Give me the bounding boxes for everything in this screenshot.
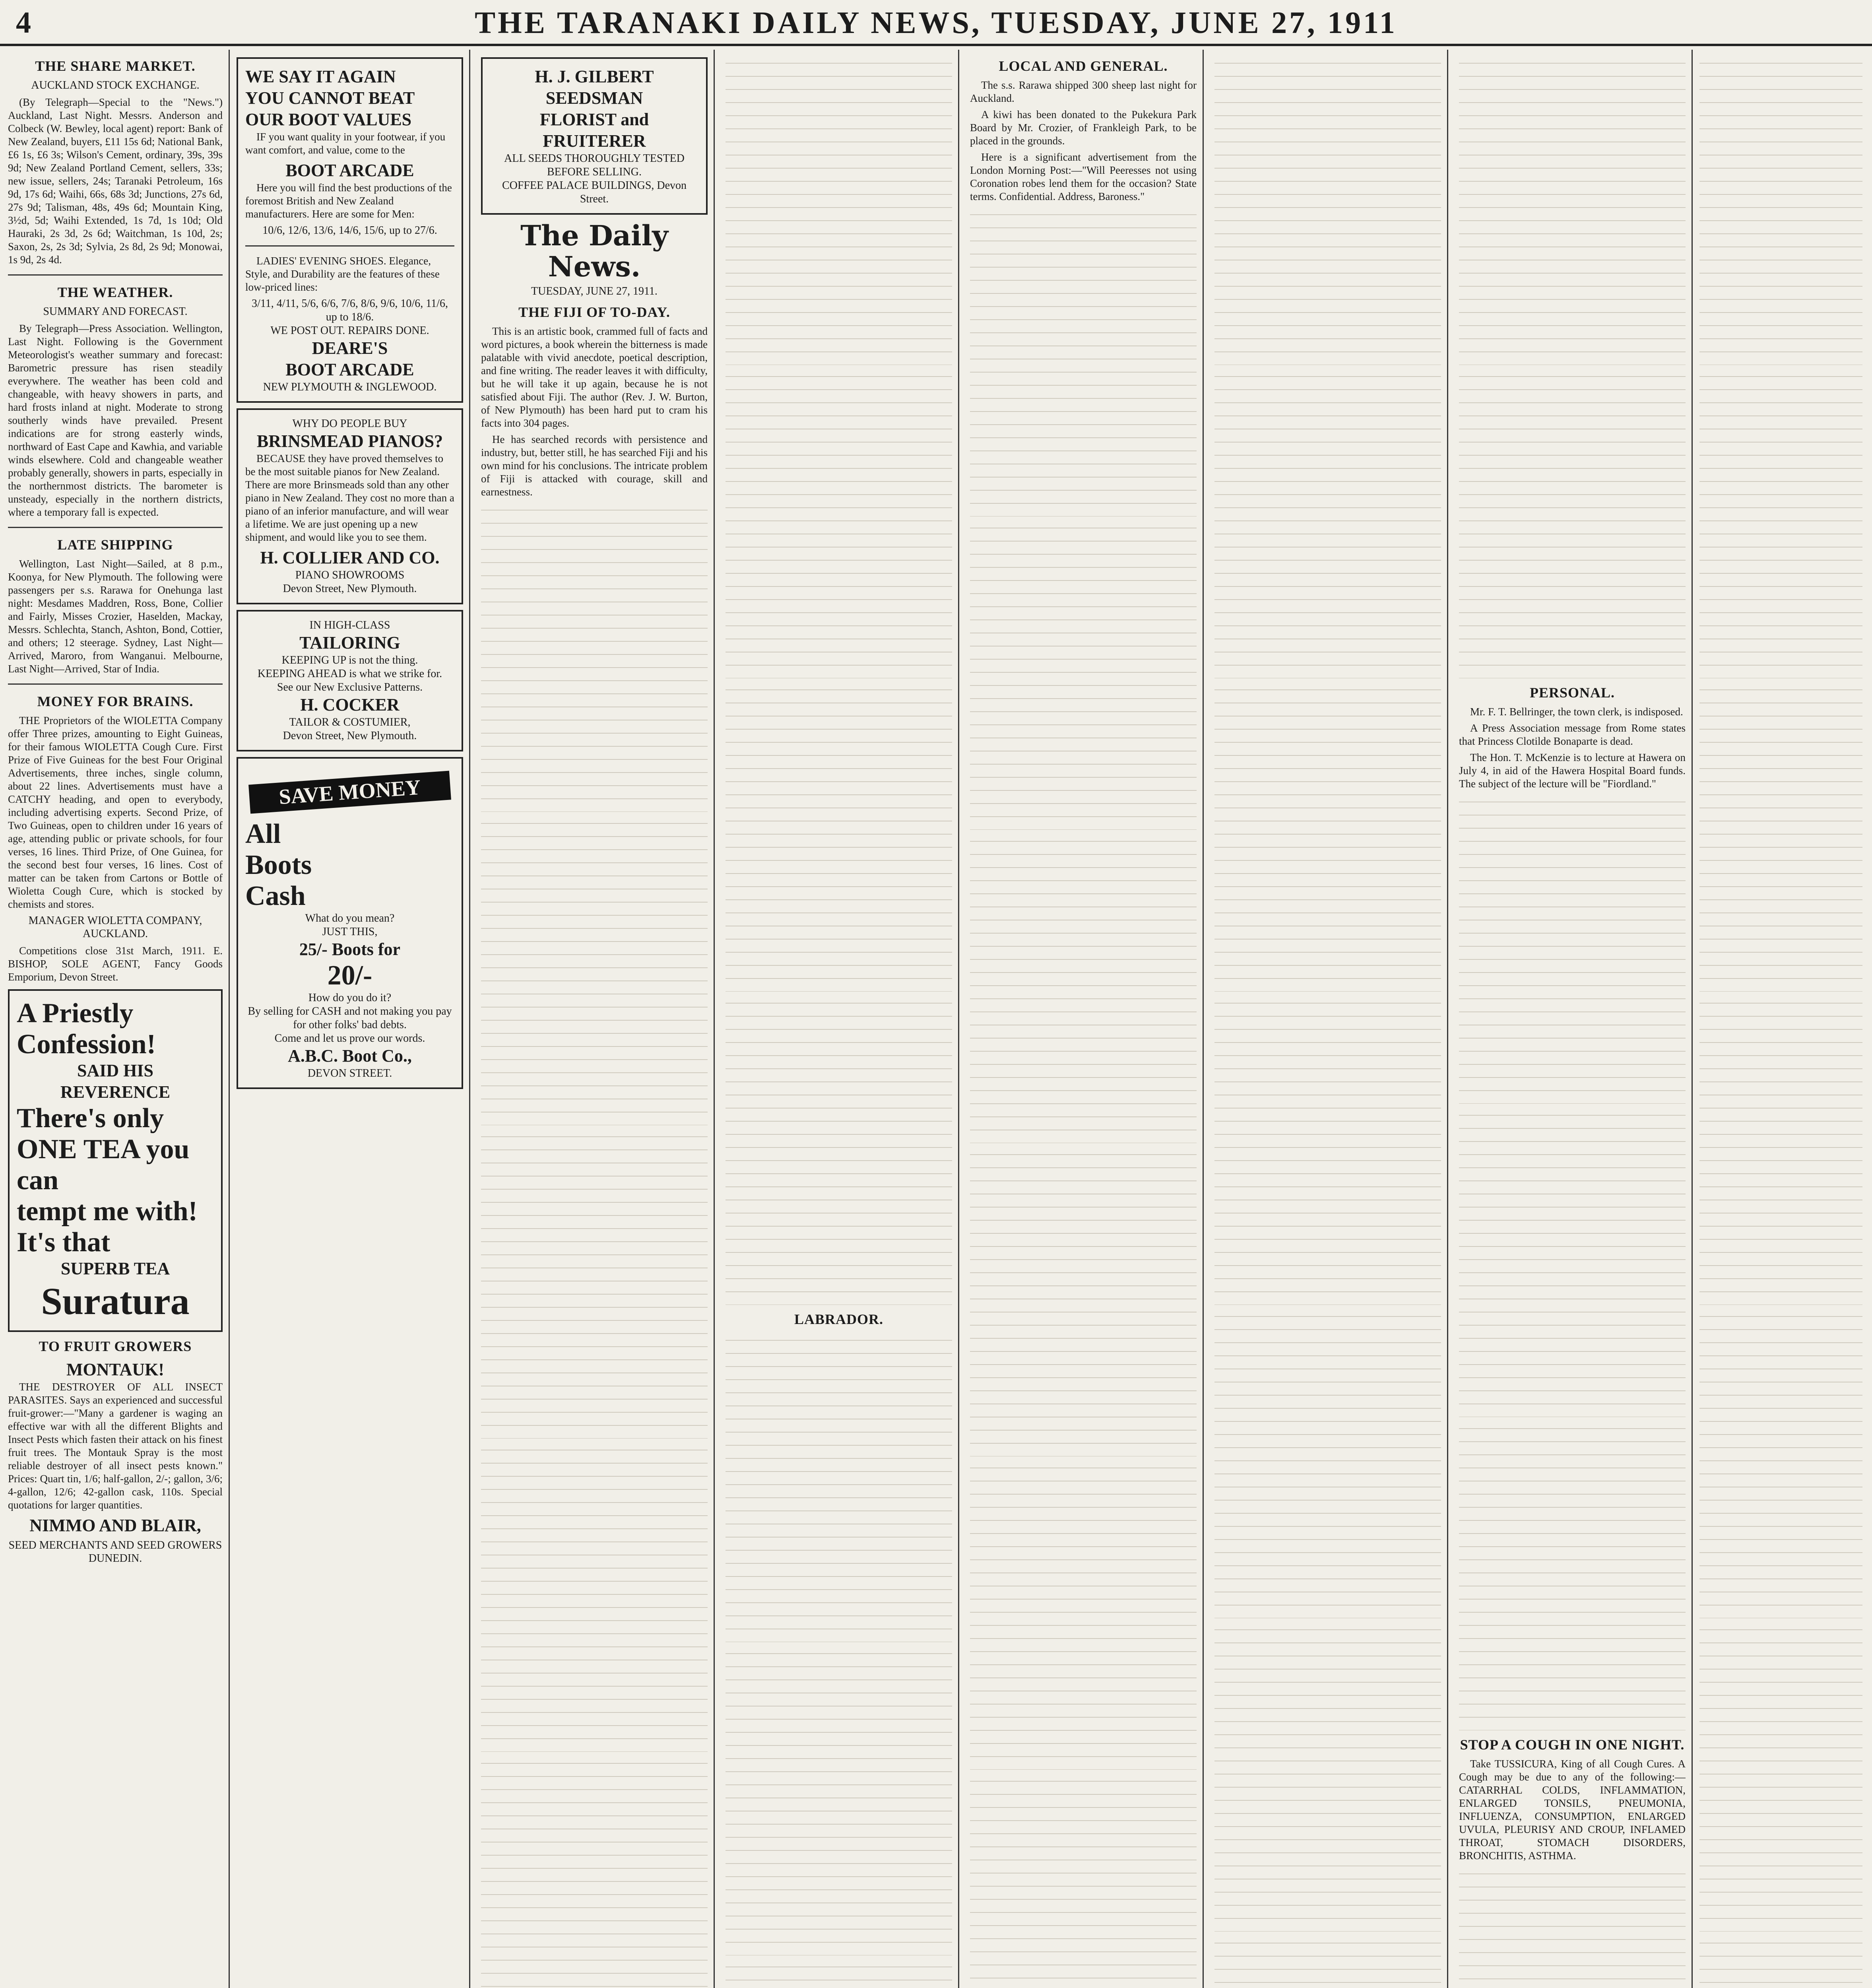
ad-address: DEVON STREET. — [307, 1067, 392, 1079]
suratura-brand: Suratura — [41, 1280, 190, 1322]
ad-line: FLORIST and — [539, 110, 649, 129]
column-2 — [237, 52, 463, 1988]
ad-line: How do you do it? — [308, 992, 392, 1004]
text-block — [1214, 368, 1441, 678]
ad-line: tempt me with! — [17, 1196, 198, 1227]
cough-body: Take TUSSICURA, King of all Cough Cures. A Cough may be due to any of the following:—CATARRHAL COLDS, INFLAMMATION, ENLARGED TONSILS, PNEUMONIA, INFLUENZA, CONSUMPTION, ENLARGED UVULA, PLEURISY AND CROUP, INFLAMED THROAT, STOMACH DISORDERS, BRONCHITIS, ASTHMA. — [1459, 1758, 1686, 1862]
editorial-date: TUESDAY, JUNE 27, 1911. — [531, 285, 658, 297]
cough-heading: STOP A COUGH IN ONE NIGHT. — [1460, 1737, 1685, 1753]
ad-text: IF you want quality in your footwear, if you want comfort, and value, come to the — [245, 131, 446, 156]
text-block — [1459, 1107, 1686, 1417]
text-block — [1214, 995, 1441, 1305]
column-rule — [1692, 50, 1693, 1988]
paper-nameplate: The Daily News. — [520, 219, 668, 283]
nimmo-blair-firm: NIMMO AND BLAIR, — [29, 1516, 201, 1535]
ad-line: JUST THIS, — [322, 926, 378, 938]
divider — [8, 274, 223, 276]
shipping-body: Wellington, Last Night—Sailed, at 8 p.m., Koonya, for New Plymouth. The following were passengers per s.s. Rarawa for Onehunga last night: Mesdames Maddren, Ross, Bone, Collier and Fairly, Misses Crozier, Haselden, Mackay, Messrs. Schlechta, Stanch, Ashton, Bond, Cottier, and others; 12 steerage. Sydney, Last Night—Arrived, Maroro, from Wanganui. Melbourne, Last Night—Arrived, Star of India. — [8, 558, 223, 675]
abc-boot-ad — [237, 757, 463, 1089]
text-block — [970, 1460, 1197, 1770]
column-rule — [229, 50, 230, 1988]
text-block — [1459, 1866, 1686, 1988]
ad-line: All — [245, 819, 281, 849]
text-block — [1214, 681, 1441, 992]
text-block — [1214, 55, 1441, 365]
text-block — [726, 1332, 952, 1642]
column-rule — [1203, 50, 1204, 1988]
column-5 — [970, 52, 1197, 1988]
divider — [245, 245, 454, 247]
ad-address: Devon Street, New Plymouth. — [283, 582, 417, 595]
weather-heading: THE WEATHER. — [57, 284, 173, 300]
column-1 — [8, 52, 223, 1988]
share-market-heading: THE SHARE MARKET. — [35, 58, 196, 74]
labrador-heading: LABRADOR. — [794, 1311, 883, 1327]
text-block — [1214, 1935, 1441, 1988]
ad-line: KEEPING UP is not the thing. — [281, 654, 418, 666]
text-block — [726, 368, 952, 678]
ad-line: WHY DO PEOPLE BUY — [292, 417, 407, 430]
personal-heading: PERSONAL. — [1529, 685, 1615, 701]
ad-address: Devon Street, New Plymouth. — [283, 730, 417, 742]
ad-line: H. COCKER — [300, 695, 400, 714]
ad-prices: 3/11, 4/11, 5/6, 6/6, 7/6, 8/6, 9/6, 10/6, 11/6, up to 18/6. — [252, 297, 448, 323]
text-block — [726, 1645, 952, 1955]
ad-line: YOU CANNOT BEAT — [245, 88, 415, 108]
editorial-paragraph: This is an artistic book, crammed full of facts and word pictures, a book wherein the bitterness is made palatable with vivid anecdote, poetical description, and fine writing. The reader leaves it with difficulty, but he will take it up again, because he is not satisfied about Fiji. The author (Rev. J. W. Burton, of New Plymouth) has been hard put to cram his facts into 304 pages. — [481, 325, 708, 429]
ad-line: DEARE'S — [312, 338, 388, 358]
ad-line: BRINSMEAD PIANOS? — [256, 431, 443, 451]
text-block — [1699, 681, 1862, 992]
save-money-banner: SAVE MONEY — [248, 771, 451, 813]
ad-text: WE POST OUT. REPAIRS DONE. — [270, 324, 429, 337]
text-block — [1214, 1308, 1441, 1618]
ad-text: LADIES' EVENING SHOES. Elegance, Style, and Durability are the features of these low-priced lines: — [245, 255, 440, 293]
local-paragraph: Here is a significant advertisement from the London Morning Post:—"Will Peeresses not using Coronation robes lend them for the occasion? State terms. Confidential. Address, Baroness." — [970, 151, 1197, 202]
column-rule — [469, 50, 470, 1988]
text-block — [970, 833, 1197, 1143]
text-block — [1214, 1621, 1441, 1932]
editorial-paragraph: He has searched records with persistence and industry, but, better still, he has searched Fiji and his own mind for his conclusions. The intricate problem of Fiji is attacked with courage, skill and earnestness. — [481, 433, 708, 498]
ad-line: SUPERB TEA — [60, 1259, 170, 1278]
column-3 — [481, 52, 708, 1988]
text-block — [481, 815, 708, 1125]
personal-paragraph: The Hon. T. McKenzie is to lecture at Hawera on July 4, in aid of the Hawera Hospital Board funds. The subject of the lecture will be "Fiordland." — [1459, 751, 1686, 790]
ad-line: ONE TEA you can — [17, 1134, 190, 1196]
column-rule — [1447, 50, 1448, 1988]
text-block — [1699, 55, 1862, 365]
column-rule — [714, 50, 715, 1988]
ad-line: SEEDSMAN — [545, 88, 643, 108]
personal-paragraph: A Press Association message from Rome states that Princess Clotilde Bonaparte is dead. — [1459, 722, 1686, 747]
ad-line: By selling for CASH and not making you pay for other folks' bad debts. — [248, 1005, 452, 1031]
masthead-title: THE TARANAKI DAILY NEWS, TUESDAY, JUNE 27, 1911 — [475, 5, 1397, 40]
text-block — [1459, 1420, 1686, 1730]
column-6 — [1214, 52, 1441, 1988]
ad-line: WE SAY IT AGAIN — [245, 67, 396, 86]
weather-subheading: SUMMARY AND FORECAST. — [43, 305, 188, 318]
money-brains-body: THE Proprietors of the WIOLETTA Company offer Three prizes, amounting to Eight Guineas, for their famous WIOLETTA Cough Cure. First Prize of Five Guineas for the best Four Original Advertisements, three inches, single column, about 22 lines. Advertisements must have a CATCHY heading, and open to everybody, including advertising experts. Second Prize, of Two Guineas, open to children under 16 years of age, attending public or private schools, for four verses, 16 lines. Third Prize, of One Guinea, for the second best four verses, 16 lines. Cost of matter can be taken from Cartons or Bottle of Wioletta Cough Cure, which is stocked by chemists and stores. — [8, 714, 223, 910]
ad-line: It's that — [17, 1227, 111, 1258]
ad-line: REVERENCE — [60, 1082, 171, 1102]
ad-line: ALL SEEDS THOROUGHLY TESTED BEFORE SELLING. — [504, 152, 685, 178]
ad-line: BOOT ARCADE — [285, 161, 414, 180]
montauk-title: MONTAUK! — [66, 1360, 165, 1379]
ad-text: Here you will find the best productions of the foremost British and New Zealand manufacturers. Here are some for Men: — [245, 182, 452, 220]
text-block — [726, 1959, 952, 1988]
personal-paragraph: Mr. F. T. Bellringer, the town clerk, is indisposed. — [1470, 706, 1683, 718]
ad-address: NEW PLYMOUTH & INGLEWOOD. — [263, 381, 437, 393]
local-general-heading: LOCAL AND GENERAL. — [999, 58, 1168, 74]
ad-text: BECAUSE they have proved themselves to be the most suitable pianos for New Zealand. There are more Brinsmeads sold than any other piano in New Zealand. They cost no more than a piano of an inferior manufacture, and will wear a lifetime. We are just opening up a new shipment, and would like you to see them. — [245, 452, 454, 543]
text-block — [1699, 1308, 1862, 1618]
suratura-tea-ad — [8, 989, 223, 1332]
weather-body: By Telegraph—Press Association. Wellington, Last Night. Following is the Government Meteorologist's weather summary and forecast: Barometric pressure has risen steadily everywhere. The weather has been cold and changeable, with heavy showers in parts, and hard frosts inland at night. Moderate to strong southerly winds have prevailed. Present indications are for strong easterly winds, northward of East Cape and Kawhia, and variable winds elsewhere. Cold and changeable weather probably generally, showers in parts, especially in the northernmost districts. The barometer is unsteady, especially in the northern districts, where a temporary fall is expected. — [8, 322, 223, 518]
text-block — [726, 995, 952, 1305]
text-block — [970, 206, 1197, 516]
text-block — [1699, 995, 1862, 1305]
ad-line: A Priestly — [17, 998, 134, 1029]
local-paragraph: A kiwi has been donated to the Pukekura Park Board by Mr. Crozier, of Frankleigh Park, to be placed in the grounds. — [970, 109, 1197, 147]
divider — [8, 683, 223, 685]
text-block — [481, 1128, 708, 1439]
money-brains-sign: MANAGER WIOLETTA COMPANY, AUCKLAND. — [28, 914, 202, 940]
text-block — [1699, 368, 1862, 678]
text-block — [970, 520, 1197, 830]
text-block — [726, 681, 952, 992]
cocker-tailoring-ad — [237, 610, 463, 751]
ad-line: FRUITERER — [543, 131, 646, 151]
ad-line: There's only — [17, 1103, 164, 1134]
ad-line: 20/- — [327, 960, 372, 991]
ad-line: H. J. GILBERT — [535, 67, 654, 86]
ad-line: TAILOR & COSTUMIER, — [289, 716, 411, 728]
money-brains-closing: Competitions close 31st March, 1911. E. BISHOP, SOLE AGENT, Fancy Goods Emporium, Devon Street. — [8, 945, 223, 983]
ad-line: OUR BOOT VALUES — [245, 110, 412, 129]
ad-line: KEEPING AHEAD is what we strike for. — [257, 668, 442, 680]
text-block — [726, 55, 952, 365]
text-block — [1699, 1935, 1862, 1988]
ad-line: BOOT ARCADE — [285, 360, 414, 379]
text-block — [1459, 368, 1686, 678]
montauk-body: THE DESTROYER OF ALL INSECT PARASITES. Says an experienced and successful fruit-grower:—"Many a gardener is waging an effective war with all the different Blights and Insect Pests which fasten their attack on his finest fruit trees. The Montauk Spray is the most reliable destroyer of all insect pests known." Prices: Quart tin, 1/6; half-gallon, 2/-; gallon, 3/6; 4-gallon, 12/6; 42-gallon cask, 110s. Special quotations for larger quantities. — [8, 1381, 223, 1511]
ad-line: What do you mean? — [305, 912, 395, 924]
column-7 — [1459, 52, 1686, 1988]
ad-prices: 10/6, 12/6, 13/6, 14/6, 15/6, up to 27/6. — [262, 224, 437, 237]
column-rule — [958, 50, 959, 1988]
masthead — [0, 0, 1872, 46]
ad-line: IN HIGH-CLASS — [309, 619, 390, 631]
ad-address: COFFEE PALACE BUILDINGS, Devon Street. — [502, 179, 687, 205]
ad-line: Cash — [245, 881, 306, 911]
gilbert-seedsman-ad — [481, 57, 708, 215]
montauk-heading: TO FRUIT GROWERS — [39, 1338, 192, 1354]
ad-line: TAILORING — [299, 633, 400, 652]
brinsmead-piano-ad — [237, 408, 463, 604]
ad-line: H. COLLIER AND CO. — [260, 548, 440, 567]
ad-line: A.B.C. Boot Co., — [288, 1046, 412, 1066]
ad-line: Boots — [245, 850, 312, 880]
ad-line: 25/- Boots for — [299, 940, 401, 959]
deares-boot-ad — [237, 57, 463, 403]
text-block — [1459, 55, 1686, 365]
local-paragraph: The s.s. Rarawa shipped 300 sheep last night for Auckland. — [970, 79, 1197, 104]
ad-line: Come and let us prove our words. — [274, 1032, 425, 1044]
column-4 — [726, 52, 952, 1988]
text-block — [481, 1755, 708, 1988]
ad-line: Confession! — [17, 1029, 156, 1060]
text-block — [481, 502, 708, 812]
text-block — [1699, 1621, 1862, 1932]
text-block — [970, 1146, 1197, 1456]
text-block — [1459, 794, 1686, 1104]
text-block — [970, 1773, 1197, 1988]
shipping-heading: LATE SHIPPING — [57, 537, 173, 553]
page-number: 4 — [16, 6, 31, 39]
ad-line: PIANO SHOWROOMS — [295, 569, 405, 581]
text-block — [481, 1442, 708, 1752]
share-market-body: (By Telegraph—Special to the "News.") Auckland, Last Night. Messrs. Anderson and Colbeck (W. Bewley, local agent) report: Bank of New Zealand, buyers, £11 15s 6d; National Bank, £6 1s, £6 3s; Wilson's Cement, ordinary, 39s, 39s 9d; New Zealand Portland Cement, sellers, 33s; new issue, sellers, 24s; Taranaki Petroleum, 16s 9d, 17s 6d; Waihi, 66s, 68s 3d; Junctions, 27s 6d, 27s 9d; Talisman, 48s, 49s 6d; Mountain King, 3½d, 5d; Waihi Extended, 1s 7d, 1s 10d; Old Hauraki, 2s 3d, 2s 6d; Waitchman, 1s 10d, 2s; Saxon, 2s, 2s 3d; Sylvia, 2s 8d, 2s 9d; Monowai, 1s 9d, 2s 4d. — [8, 96, 223, 266]
share-market-subheading: AUCKLAND STOCK EXCHANGE. — [31, 79, 200, 91]
divider — [8, 527, 223, 528]
ad-line: See our New Exclusive Patterns. — [277, 681, 423, 693]
ad-line: SAID HIS — [77, 1061, 153, 1080]
nimmo-blair-line: SEED MERCHANTS AND SEED GROWERS DUNEDIN. — [8, 1539, 222, 1565]
column-8 — [1699, 52, 1862, 1988]
editorial-heading: THE FIJI OF TO-DAY. — [518, 304, 670, 320]
money-brains-heading: MONEY FOR BRAINS. — [37, 693, 194, 709]
